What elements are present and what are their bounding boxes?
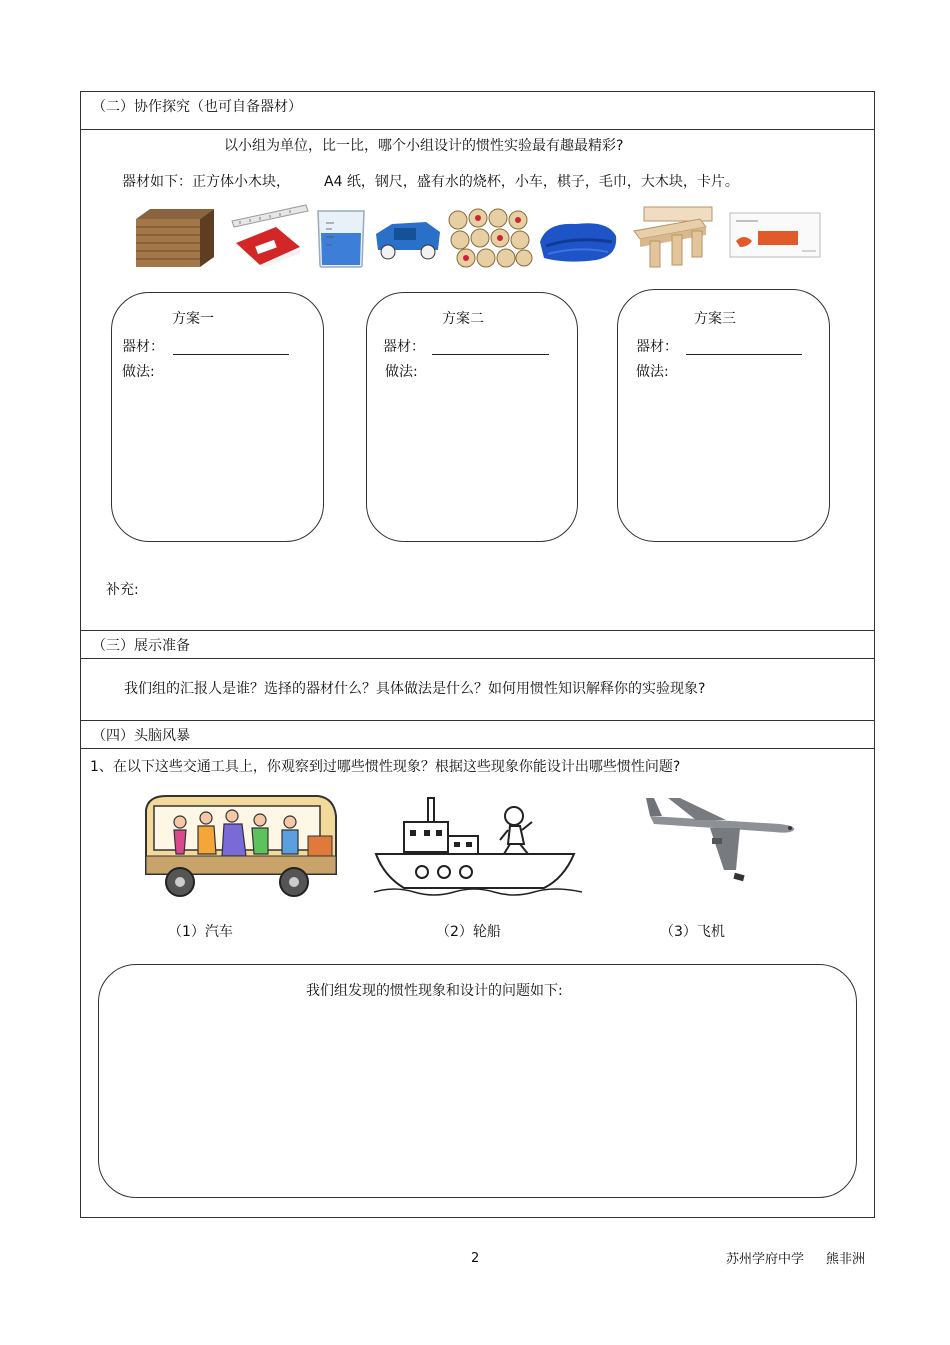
plan-1-equipment-label: 器材： bbox=[122, 339, 164, 355]
plan-3-method-label: 做法: bbox=[636, 364, 669, 380]
divider bbox=[80, 720, 875, 721]
ship-cartoon-image bbox=[374, 796, 584, 900]
divider bbox=[80, 630, 875, 631]
plan-2-title: 方案二 bbox=[442, 311, 484, 327]
plan-2-method-label: 做法: bbox=[385, 364, 418, 380]
divider bbox=[80, 129, 875, 130]
section-3-question: 我们组的汇报人是谁？选择的器材什么？具体做法是什么？如何用惯性知识解释你的实验现象? bbox=[124, 681, 706, 697]
card-image bbox=[728, 211, 822, 259]
supplement-label: 补充: bbox=[106, 582, 139, 598]
materials-label: 器材如下：正方体小木块， bbox=[122, 174, 290, 190]
plan-3-equipment-label: 器材： bbox=[636, 339, 678, 355]
plan-box-1[interactable] bbox=[111, 292, 324, 542]
wood-block-image bbox=[132, 205, 216, 269]
plan-box-2[interactable] bbox=[366, 292, 578, 542]
plan-2-equipment-label: 器材： bbox=[383, 339, 425, 355]
airplane-image bbox=[640, 792, 800, 888]
section-3-title: （三）展示准备 bbox=[92, 638, 190, 654]
plan-1-title: 方案一 bbox=[172, 311, 214, 327]
footer-author: 熊非洲 bbox=[826, 1252, 866, 1267]
plan-3-equipment-blank[interactable] bbox=[686, 354, 802, 355]
answer-prompt: 我们组发现的惯性现象和设计的问题如下: bbox=[306, 983, 563, 999]
plan-3-title: 方案三 bbox=[694, 311, 736, 327]
plan-2-equipment-blank[interactable] bbox=[432, 354, 549, 355]
plan-1-method-label: 做法: bbox=[122, 364, 155, 380]
divider bbox=[80, 658, 875, 659]
caption-car: （1）汽车 bbox=[168, 924, 233, 940]
beaker-image bbox=[312, 207, 372, 269]
caption-ship: （2）轮船 bbox=[436, 924, 501, 940]
section-4-question: 1、在以下这些交通工具上，你观察到过哪些惯性现象？根据这些现象你能设计出哪些惯性问题? bbox=[90, 759, 681, 775]
bus-cartoon-image bbox=[140, 790, 340, 902]
page-number: 2 bbox=[471, 1251, 480, 1266]
ruler-and-paper-image bbox=[230, 203, 310, 267]
big-wood-blocks-image bbox=[630, 205, 716, 269]
section-2-title: （二）协作探究（也可自备器材） bbox=[92, 99, 302, 115]
divider bbox=[80, 748, 875, 749]
chess-pieces-image bbox=[446, 208, 534, 270]
materials-list: A4 纸，钢尺，盛有水的烧杯，小车，棋子，毛巾，大木块，卡片。 bbox=[324, 174, 739, 190]
towel-image bbox=[536, 216, 620, 264]
section-4-title: （四）头脑风暴 bbox=[92, 728, 190, 744]
caption-plane: （3）飞机 bbox=[660, 924, 725, 940]
section-2-intro: 以小组为单位，比一比，哪个小组设计的惯性实验最有趣最精彩? bbox=[224, 138, 624, 154]
plan-1-equipment-blank[interactable] bbox=[173, 354, 289, 355]
footer-school: 苏州学府中学 bbox=[726, 1252, 805, 1267]
toy-car-image bbox=[372, 216, 444, 262]
